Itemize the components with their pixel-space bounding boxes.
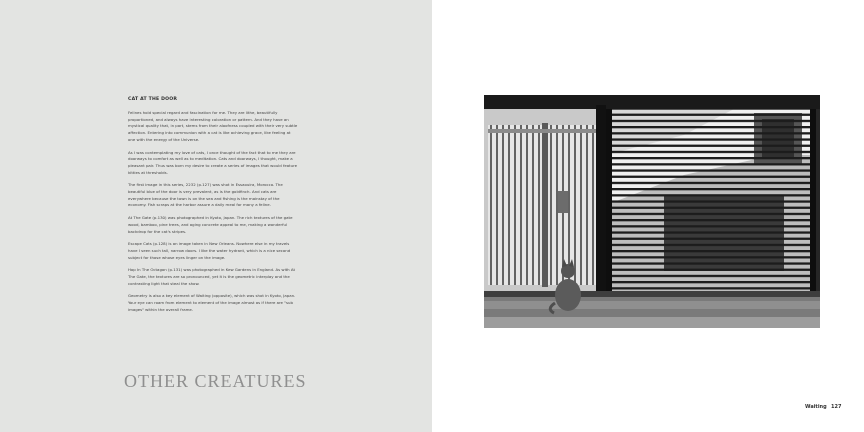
pavement-stripe — [484, 301, 820, 309]
essay-paragraph: At The Gate (p.130) was photographed in Kyoto, Japan. The rich textures of the gate wood, bamboo, pine trees, and aging concrete appeal to me, making a wonderful backdrop for the cat's stripes. — [128, 215, 293, 234]
pavement-front — [484, 317, 820, 328]
essay-title: CAT AT THE DOOR — [128, 97, 178, 102]
gate-post — [542, 123, 548, 287]
threshold — [484, 291, 820, 297]
essay-paragraph: Escape Cats (p.128) is an image taken in New Orleans. Nowhere else in my travels have I seen such tall, narrow doors. I like the water hydrant, which is a nice second subject for those whose eyes linger on the image. — [128, 241, 291, 260]
shutter-edge-right — [810, 109, 816, 291]
essay-paragraph: As I was contemplating my love of cats, I once thought of the fact that to me they are doorways to comfort as well as to meditation. Cats and doorways, I thought, make a pleasant pair. Thus was born my desire to create a series of images that would feature kitties at thresholds. — [128, 149, 298, 175]
essay-paragraph: The first image in this series, 2232 (p.127) was shot in Essaouira, Morocco. The beautiful blue of the door is very prevalent, as is the goldfinch. And cats are everywhere because the town is on the sea and fishing is the mainstay of the economy. Fish scraps at the harbor assure a daily meal for many a feline. — [128, 182, 283, 208]
shutter-edge-left — [606, 109, 612, 291]
essay-paragraph: Geometry is also a key element of Waiting (opposite), which was shot in Kyoto, Japan. Your eye can roam from element to element of the image almost as if there are "sub images" within the overall frame. — [128, 293, 296, 312]
page-number: 127 — [831, 404, 842, 410]
shutter-slats — [606, 109, 816, 291]
gate-lock — [558, 191, 568, 213]
essay-paragraph: Hop In The Octagon (p.131) was photographed in Kew Gardens in England. As with At The Gate, the textures are so pronounced, yet it is the geometric interplay and the contrasting light that steal the show. — [128, 267, 296, 286]
cat-body — [555, 279, 581, 311]
photo-caption: Waiting — [805, 404, 827, 410]
essay-paragraph: Felines hold special regard and fascination for me. They are lithe, beautifully proportioned, and always have interesting coloration or pattern. And they have an mystical quality that, in part, stems from their aloofness coupled with their very subtle affection. Entering into communion with a cat is like achieving grace, like feeling at one with the energy of the Universe. — [128, 110, 298, 142]
lintel — [484, 95, 820, 109]
center-column — [596, 105, 606, 295]
photo-illustration — [484, 95, 820, 328]
section-title: OTHER CREATURES — [124, 371, 307, 391]
cat-photograph — [484, 95, 820, 328]
essay — [128, 97, 298, 320]
gate-top-rail — [488, 129, 596, 133]
